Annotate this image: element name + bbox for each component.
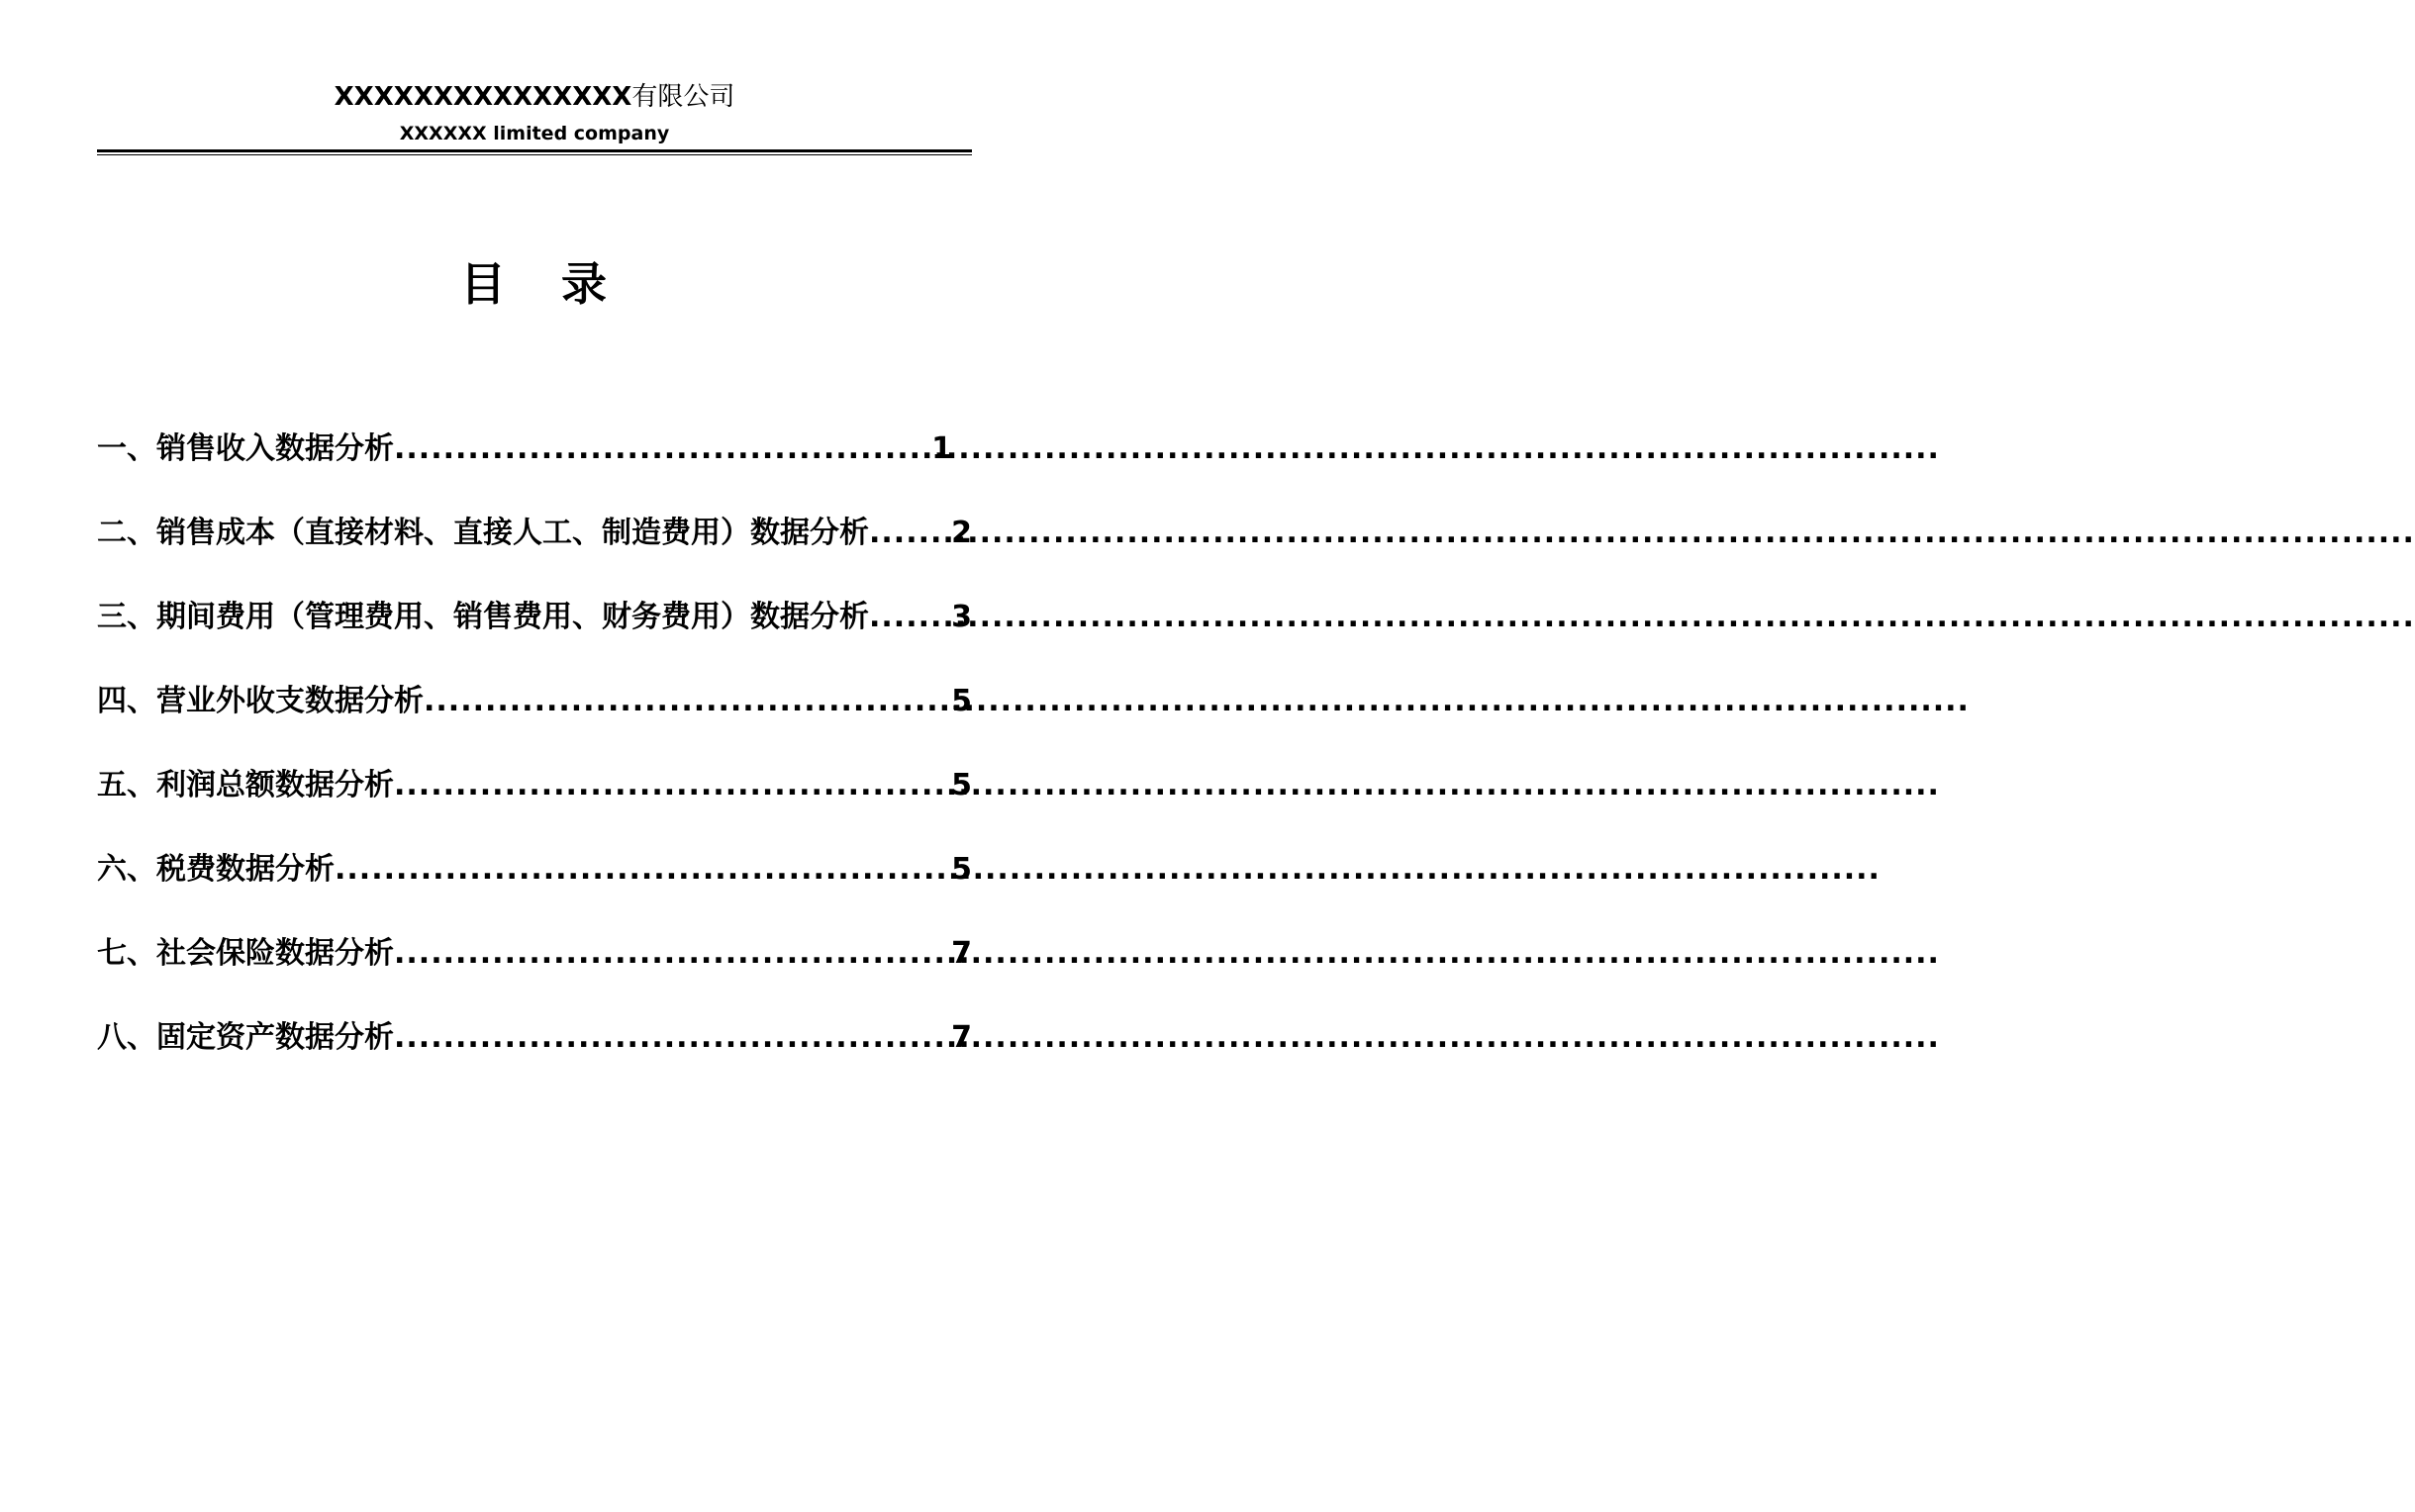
- toc-dot-leader: [424, 681, 936, 722]
- toc-entry-text: 七、社会保险数据分析: [97, 936, 394, 971]
- toc-page-number: 7: [951, 1020, 972, 1055]
- toc-entry-text: 六、税费数据分析: [97, 852, 335, 887]
- toc-entry-text: 四、营业外收支数据分析: [97, 684, 424, 718]
- toc-dot-leader: [394, 933, 936, 975]
- toc-page-number: 7: [951, 936, 972, 971]
- toc-page-number: 5: [951, 852, 972, 887]
- company-name: [97, 79, 972, 115]
- toc-entry-text: 二、销售成本（直接材料、直接人工、制造费用）数据分析: [97, 516, 869, 550]
- toc-entry[interactable]: [97, 849, 972, 933]
- toc-title: 目 录: [459, 257, 610, 311]
- toc-entry[interactable]: [97, 681, 972, 765]
- toc-entry[interactable]: [97, 597, 972, 681]
- toc-entry-text: 一、销售收入数据分析: [97, 431, 394, 466]
- toc-dot-leader: [394, 765, 936, 806]
- toc-dot-leader: [394, 1017, 936, 1059]
- company-subtitle: XXXXXX limited company: [399, 123, 670, 144]
- page-header: [97, 0, 972, 158]
- toc-entry-text: 五、利润总额数据分析: [97, 768, 394, 803]
- toc-dot-leader: [869, 513, 936, 554]
- company-name-latin: XXXXXXXXXXXXXXX: [334, 82, 632, 112]
- toc-entry[interactable]: [97, 428, 972, 513]
- toc-entry-text: 三、期间费用（管理费用、销售费用、财务费用）数据分析: [97, 600, 869, 634]
- toc-dot-leader: [335, 849, 936, 891]
- toc-page-number: 2: [951, 516, 972, 550]
- toc-list: [97, 428, 972, 1101]
- header-rule-thin: [97, 154, 972, 155]
- toc-page-number: 3: [951, 600, 972, 634]
- header-rule-thick: [97, 149, 972, 152]
- toc-page-number: 1: [931, 431, 952, 466]
- toc-dot-leader: [394, 428, 917, 470]
- company-name-cn: 有限公司: [631, 82, 735, 112]
- toc-entry[interactable]: [97, 1017, 972, 1101]
- toc-page-number: 5: [951, 768, 972, 803]
- toc-entry[interactable]: [97, 933, 972, 1017]
- toc-entry[interactable]: [97, 765, 972, 849]
- toc-dot-leader: [869, 597, 936, 638]
- toc-entry[interactable]: [97, 513, 972, 597]
- toc-page-number: 5: [951, 684, 972, 718]
- toc-entry-text: 八、固定资产数据分析: [97, 1020, 394, 1055]
